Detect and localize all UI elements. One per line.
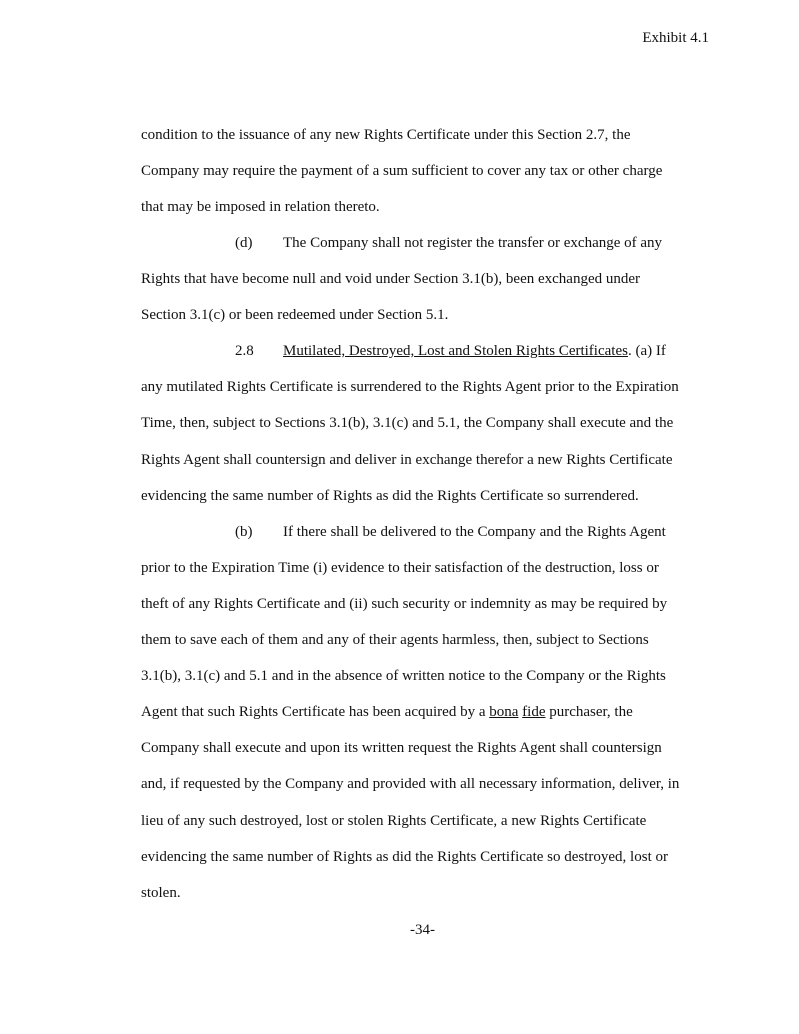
body-line: stolen. xyxy=(141,885,181,901)
body-line: evidencing the same number of Rights as did the Rights Certificate so destroyed, lost or xyxy=(141,849,668,865)
section-heading-tail: . (a) If xyxy=(627,343,666,359)
body-line: Rights Agent shall countersign and deliver in exchange therefor a new Rights Certificate xyxy=(141,452,673,468)
page-number: -34- xyxy=(410,922,435,938)
body-line: evidencing the same number of Rights as did the Rights Certificate so surrendered. xyxy=(141,488,639,504)
body-line: Company may require the payment of a sum sufficient to cover any tax or other charge xyxy=(141,163,663,179)
body-line: theft of any Rights Certificate and (ii) such security or indemnity as may be required by xyxy=(141,596,668,612)
paragraph-text: If there shall be delivered to the Company and the Rights Agent xyxy=(283,524,666,540)
body-line: Time, then, subject to Sections 3.1(b), 3.1(c) and 5.1, the Company shall execute and the xyxy=(141,415,674,431)
fide-text: fide xyxy=(522,704,546,720)
body-line: 3.1(b), 3.1(c) and 5.1 and in the absence of written notice to the Company or the Rights xyxy=(141,668,666,684)
body-line: lieu of any such destroyed, lost or stolen Rights Certificate, a new Rights Certificate xyxy=(141,813,647,829)
body-line: prior to the Expiration Time (i) evidence to their satisfaction of the destruction, loss or xyxy=(141,560,659,576)
body-line: them to save each of them and any of their agents harmless, then, subject to Sections xyxy=(141,632,649,648)
body-line: and, if requested by the Company and provided with all necessary information, deliver, in xyxy=(141,776,680,792)
section-heading-line xyxy=(283,342,666,360)
section-number: 2.8 xyxy=(235,343,254,359)
line-text: Agent that such Rights Certificate has been acquired by a xyxy=(141,704,490,720)
paragraph-text: The Company shall not register the transfer or exchange of any xyxy=(283,235,663,251)
bona-text: bona xyxy=(489,704,519,720)
body-line: Rights that have become null and void under Section 3.1(b), been exchanged under xyxy=(141,271,641,287)
section-heading: Mutilated, Destroyed, Lost and Stolen Rights Certificates xyxy=(283,343,628,359)
body-line: any mutilated Rights Certificate is surrendered to the Rights Agent prior to the Expiration xyxy=(141,379,679,395)
line-text: purchaser, the xyxy=(545,704,633,720)
body-line: that may be imposed in relation thereto. xyxy=(141,199,380,215)
body-line xyxy=(141,703,633,721)
exhibit-label: Exhibit 4.1 xyxy=(642,30,709,46)
body-line: condition to the issuance of any new Rights Certificate under this Section 2.7, the xyxy=(141,127,631,143)
body-line: Section 3.1(c) or been redeemed under Section 5.1. xyxy=(141,307,449,323)
body-line: Company shall execute and upon its written request the Rights Agent shall countersign xyxy=(141,740,662,756)
paragraph-number: (d) xyxy=(235,235,253,251)
paragraph-number: (b) xyxy=(235,524,253,540)
